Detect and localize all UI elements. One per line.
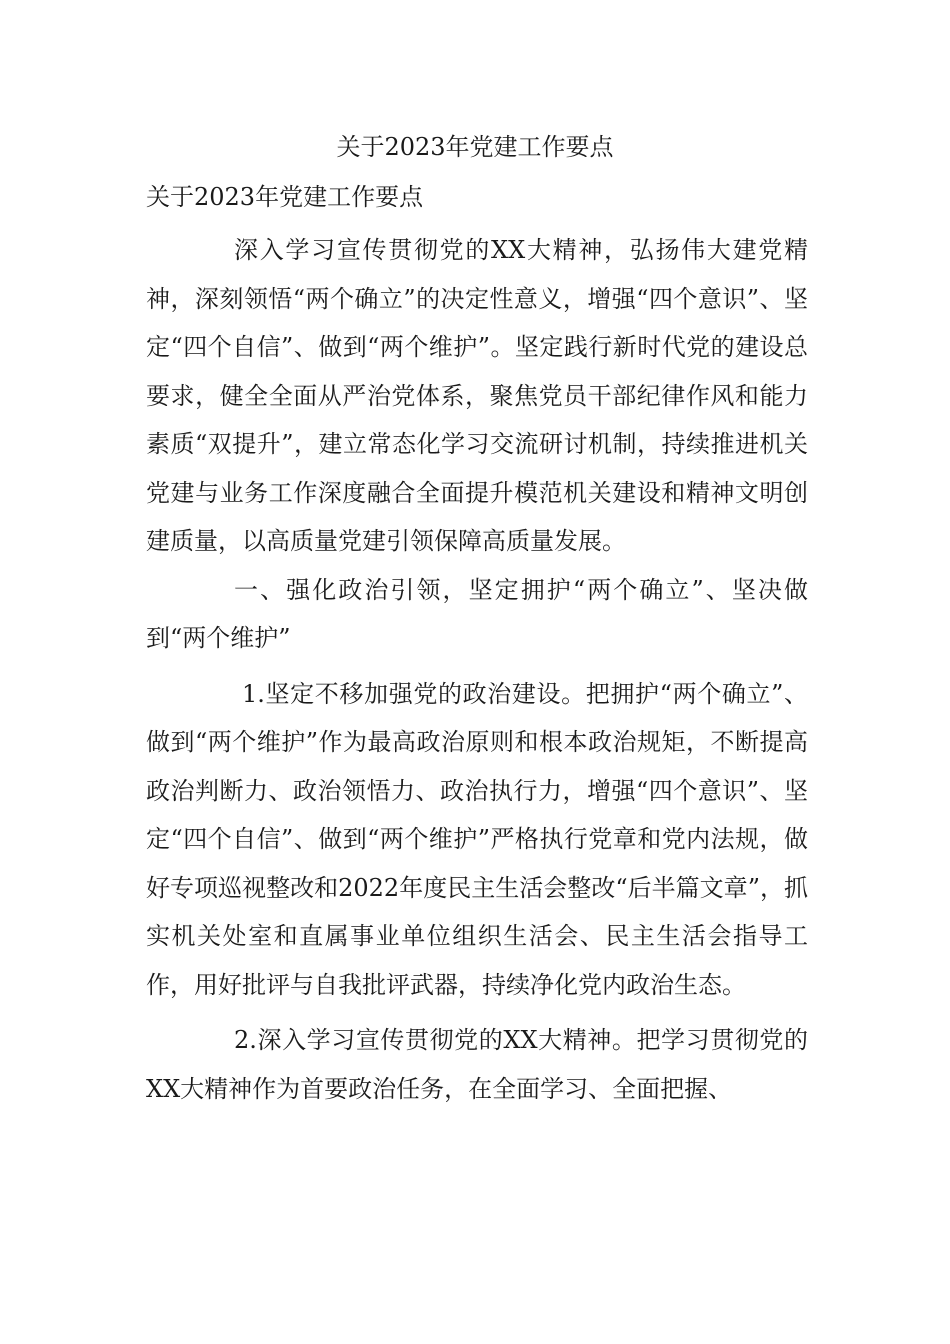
document-title: 关于2023年党建工作要点	[336, 133, 614, 161]
document-subtitle: 关于2023年党建工作要点	[146, 183, 424, 211]
intro-paragraph: 深入学习宣传贯彻党的XX大精神，弘扬伟大建党精神，深刻领悟“两个确立”的决定性意义，增强“四个意识”、坚定“四个自信”、做到“两个维护”。坚定践行新时代党的建设总要求，健全全面从严治党体系，聚焦党员干部纪律作风和能力素质“双提升”，建立常态化学习交流研讨机制，持续推进机关党建与业务工作深度融合全面提升模范机关建设和精神文明创建质量，以高质量党建引领保障高质量发展。	[146, 236, 808, 555]
document-body	[146, 226, 808, 1113]
section-heading: 一、强化政治引领，坚定拥护“两个确立”、坚决做到“两个维护”	[146, 575, 808, 652]
item-paragraph-2: 2.深入学习宣传贯彻党的XX大精神。把学习贯彻党的XX大精神作为首要政治任务，在全面学习、全面把握、	[146, 1026, 808, 1103]
item-paragraph-1: 1.坚定不移加强党的政治建设。把拥护“两个确立”、做到“两个维护”作为最高政治原则和根本政治规矩，不断提高政治判断力、政治领悟力、政治执行力，增强“四个意识”、坚定“四个自信”、做到“两个维护”严格执行党章和党内法规，做好专项巡视整改和2022年度民主生活会整改“后半篇文章”，抓实机关处室和直属事业单位组织生活会、民主生活会指导工作，用好批评与自我批评武器，持续净化党内政治生态。	[146, 679, 808, 999]
